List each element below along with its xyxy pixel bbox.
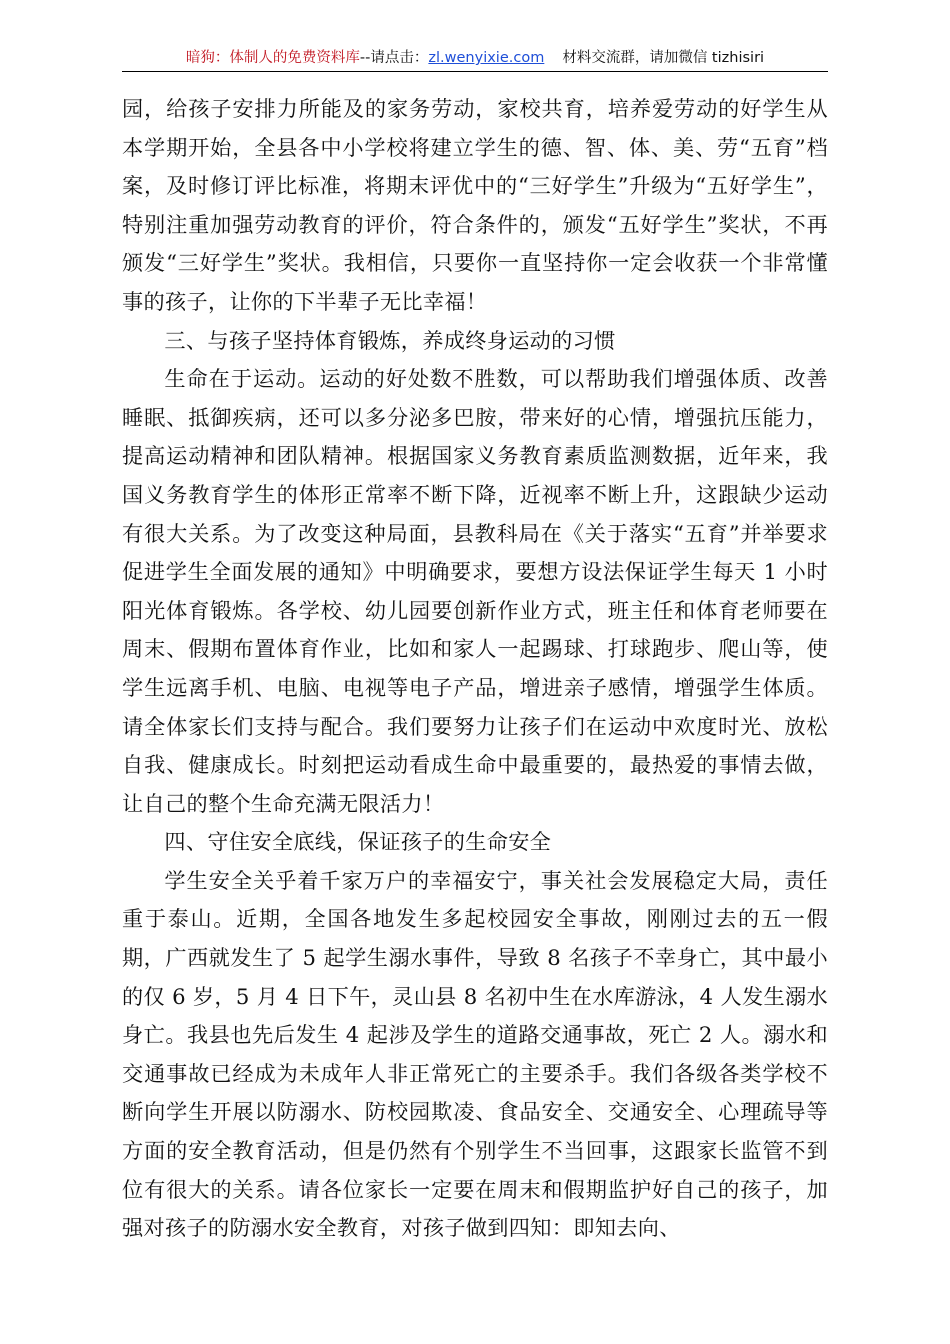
body-paragraph: 园，给孩子安排力所能及的家务劳动，家校共育，培养爱劳动的好学生从本学期开始，全县各中小学校将建立学生的德、智、体、美、劳“五育”档案，及时修订评比标准，将期末评优中的“三好学生”升级为“五好学生”，特别注重加强劳动教育的评价，符合条件的，颁发“五好学生”奖状，不再颁发“三好学生”奖状。我相信，只要你一直坚持你一定会收获一个非常懂事的孩子，让你的下半辈子无比幸福！ [122,96,828,314]
document-body [122,90,828,1248]
section-heading: 四、守住安全底线，保证孩子的生命安全 [164,829,552,855]
header-link[interactable]: zl.wenyixie.com [428,50,545,66]
section-heading: 三、与孩子坚持体育锻炼，养成终身运动的习惯 [164,327,616,353]
body-paragraph: 生命在于运动。运动的好处数不胜数，可以帮助我们增强体质、改善睡眠、抵御疾病，还可以多分泌多巴胺，带来好的心情，增强抗压能力，提高运动精神和团队精神。根据国家义务教育素质监测数据，近年来，我国义务教育学生的体形正常率不断下降，近视率不断上升，这跟缺少运动有很大关系。为了改变这种局面，县教科局在《关于落实“五育”并举要求促进学生全面发展的通知》中明确要求，要想方设法保证学生每天 1 小时阳光体育锻炼。各学校、幼儿园要创新作业方式，班主任和体育老师要在周末、假期布置体育作业，比如和家人一起踢球、打球跑步、爬山等，使学生远离手机、电脑、电视等电子产品，增进亲子感情，增强学生体质。请全体家长们支持与配合。我们要努力让孩子们在运动中欢度时光、放松自我、健康成长。时刻把运动看成生命中最重要的，最热爱的事情去做，让自己的整个生命充满无限活力！ [122,366,828,816]
header-divider [122,71,828,72]
body-paragraph: 学生安全关乎着千家万户的幸福安宁，事关社会发展稳定大局，责任重于泰山。近期，全国各地发生多起校园安全事故，刚刚过去的五一假期，广西就发生了 5 起学生溺水事件，导致 8 名孩子不幸身亡，其中最小的仅 6 岁，5 月 4 日下午，灵山县 8 名初中生在水库游泳，4 人发生溺水身亡。我县也先后发生 4 起涉及学生的道路交通事故，死亡 2 人。溺水和交通事故已经成为未成年人非正常死亡的主要杀手。我们各级各类学校不断向学生开展以防溺水、防校园欺凌、食品安全、交通安全、心理疏导等方面的安全教育活动，但是仍然有个别学生不当回事，这跟家长监管不到位有很大的关系。请各位家长一定要在周末和假期监护好自己的孩子，加强对孩子的防溺水安全教育，对孩子做到四知：即知去向、 [122,867,828,1241]
page-header [122,46,828,72]
header-brand: 暗狗：体制人的免费资料库 [185,50,360,66]
header-contact: 材料交流群，请加微信 tizhisiri [562,50,765,66]
header-click-prompt: --请点击： [359,50,429,66]
